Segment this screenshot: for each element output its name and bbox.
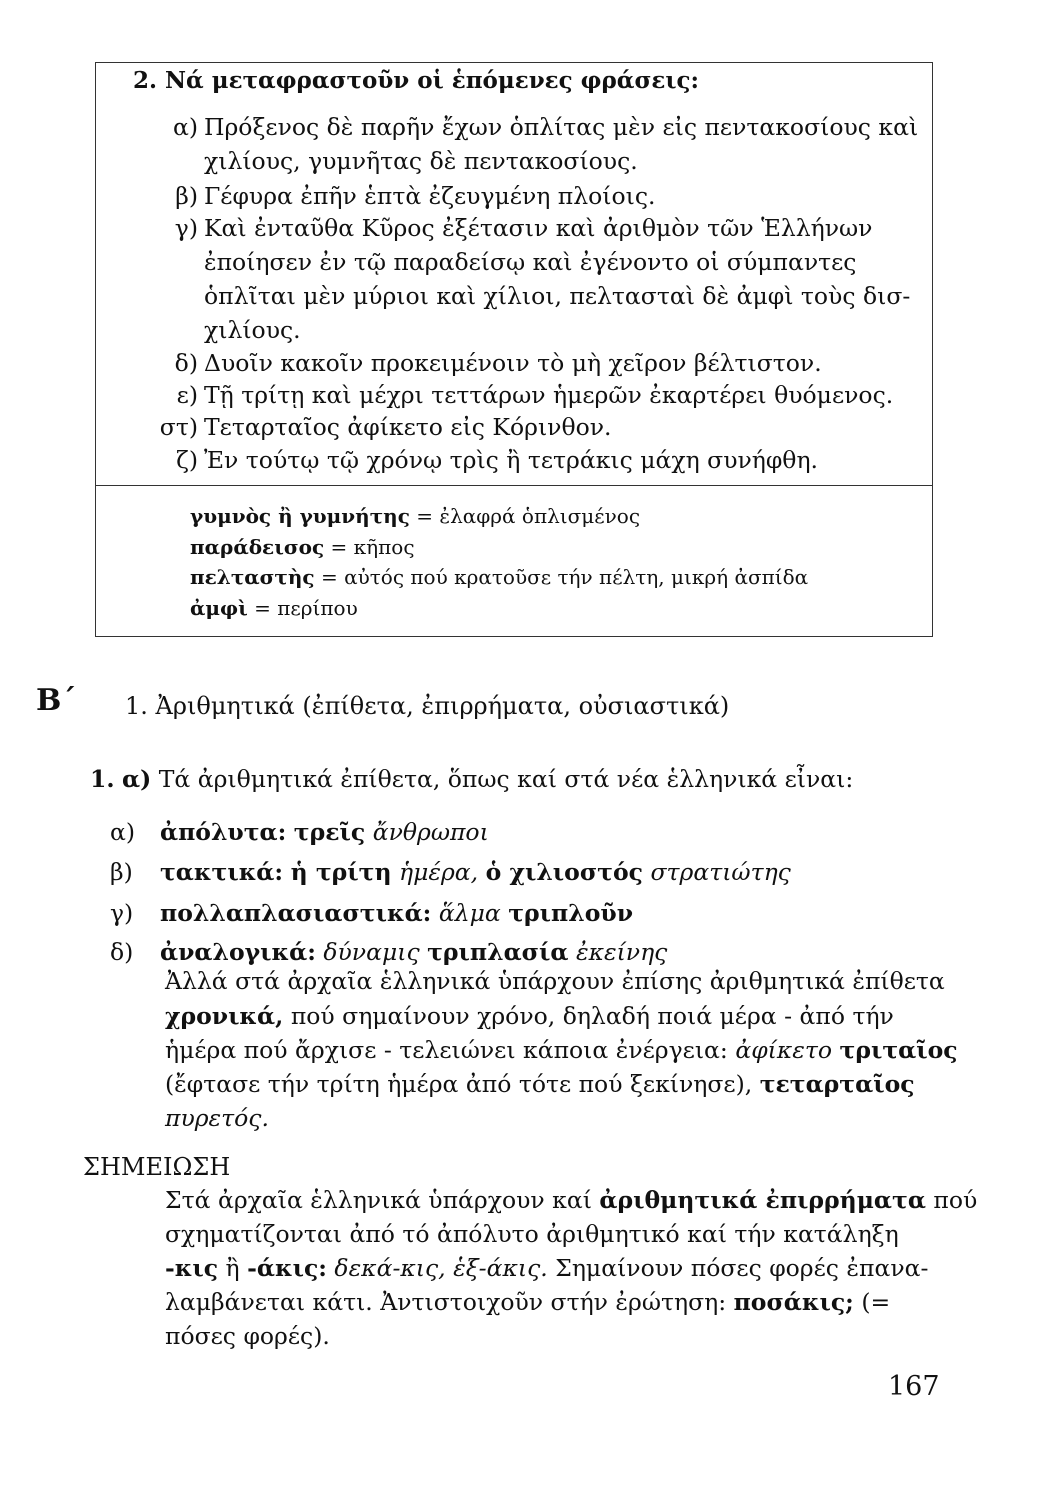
exercise-line-text: χιλίους, γυμνῆτας δὲ πεντακοσίους.	[204, 147, 638, 175]
numeral-example-word: τριπλοῦν	[508, 899, 633, 927]
exercise-line	[146, 381, 893, 409]
note-term: ἀριθμητικά ἐπιρρήματα	[599, 1186, 926, 1214]
note-suffix-1: -κις	[165, 1254, 219, 1282]
numeral-kind-label: α)	[110, 818, 136, 846]
chronika-example-2: τεταρταῖος	[759, 1070, 915, 1098]
exercise-line-text: χιλίους.	[204, 316, 301, 344]
glossary-term: γυμνὸς ἢ γυμνήτης	[190, 504, 410, 528]
glossary-definition: = αὐτός πού κρατοῦσε τήν πέλτη, μικρή ἀσπίδα	[320, 565, 809, 589]
note-line-3-text: Σημαίνουν πόσες φορές ἐπανα-	[555, 1254, 929, 1282]
numeral-kind-name: ἀπόλυτα:	[160, 818, 287, 846]
note-suffix-2: -άκις:	[247, 1254, 327, 1282]
note-line-1	[165, 1186, 977, 1214]
paragraph-number: 1.	[90, 765, 115, 793]
glossary-entry	[190, 596, 358, 620]
numeral-example-word: δύναμις	[323, 938, 420, 966]
note-line-1-text: Στά ἀρχαῖα ἑλληνικά ὑπάρχουν καί	[165, 1186, 592, 1214]
note-examples: δεκά-κις, ἑξ-άκις.	[334, 1254, 548, 1282]
note-line-1-end: πού	[933, 1186, 978, 1214]
chronika-example-verb: ἀφίκετο	[735, 1036, 833, 1064]
numeral-kind	[110, 818, 489, 846]
note-line-4-end: (=	[861, 1288, 891, 1316]
section-heading: 1. Ἀριθμητικά (ἐπίθετα, ἐπιρρήματα, οὐσιαστικά)	[125, 692, 730, 720]
glossary-entry	[190, 535, 415, 559]
exercise-line-text: Δυοῖν κακοῖν προκειμένοιν τὸ μὴ χεῖρον βέλτιστον.	[204, 349, 822, 377]
numeral-example-word: ἡ τρίτη	[290, 858, 392, 886]
exercise-line-text: Γέφυρα ἐπῆν ἑπτὰ ἐζευγμένη πλοίοις.	[204, 182, 656, 210]
exercise-title: 2. Νά μεταφραστοῦν οἱ ἑπόμενες φράσεις:	[133, 67, 700, 94]
glossary-divider	[95, 485, 933, 486]
section-mark: B΄	[36, 683, 77, 718]
exercise-line-label: δ)	[174, 349, 198, 377]
numeral-example-word: ἡμέρα,	[399, 858, 479, 886]
exercise-line	[146, 282, 910, 310]
paragraph-text: Τά ἀριθμητικά ἐπίθετα, ὅπως καί στά νέα ἑλληνικά εἶναι:	[158, 765, 854, 793]
numeral-example-word: τρεῖς	[293, 818, 366, 846]
exercise-line-text: Ἐν τούτῳ τῷ χρόνῳ τρὶς ἢ τετράκις μάχη συνήφθη.	[204, 446, 819, 474]
chronika-line-2-text: πού σημαίνουν χρόνο, δηλαδή ποιά μέρα - ἀπό τήν	[290, 1002, 894, 1030]
numeral-kind	[110, 938, 667, 966]
exercise-line-label: γ)	[174, 214, 198, 242]
exercise-line-text: Πρόξενος δὲ παρῆν ἔχων ὁπλίτας μὲν εἰς πεντακοσίους καὶ	[204, 113, 919, 141]
glossary-definition: = ἐλαφρά ὁπλισμένος	[416, 504, 641, 528]
numeral-kind-name: πολλαπλασιαστικά:	[160, 899, 432, 927]
exercise-line	[146, 349, 822, 377]
exercise-line-label: στ)	[159, 413, 198, 441]
exercise-line-label: β)	[175, 182, 198, 210]
numeral-example-word: ὁ χιλιοστός	[485, 858, 643, 886]
glossary-term: πελταστὴς	[190, 565, 315, 589]
exercise-line-text: Τεταρταῖος ἀφίκετο εἰς Κόρινθον.	[204, 413, 612, 441]
glossary-entry	[190, 565, 808, 589]
numeral-example-word: ἅλμα	[438, 899, 501, 927]
chronika-term: χρονικά,	[165, 1002, 284, 1030]
numeral-kind-name: τακτικά:	[160, 858, 284, 886]
glossary-term: παράδεισος	[190, 535, 325, 559]
note-line-3	[165, 1254, 928, 1282]
exercise-line-text: ἐποίησεν ἐν τῷ παραδείσῳ καὶ ἐγένοντο οἱ σύμπαντες	[204, 248, 857, 276]
paragraph-label: α)	[122, 765, 152, 793]
exercise-line	[146, 182, 656, 210]
note-line-4-text: λαμβάνεται κάτι. Ἀντιστοιχοῦν στήν ἐρώτηση:	[165, 1288, 727, 1316]
numeral-example-word: ἄνθρωποι	[372, 818, 489, 846]
glossary-entry	[190, 504, 640, 528]
exercise-line	[146, 147, 638, 175]
note-or: ἢ	[225, 1254, 240, 1282]
note-line-4	[165, 1288, 890, 1316]
note-question-word: ποσάκις;	[733, 1288, 854, 1316]
glossary-definition: = περίπου	[254, 596, 358, 620]
page-number: 167	[888, 1371, 940, 1402]
chronika-line-4	[165, 1070, 915, 1098]
exercise-line-text: ὁπλῖται μὲν μύριοι καὶ χίλιοι, πελτασταὶ δὲ ἀμφὶ τοὺς δισ-	[204, 282, 911, 310]
numeral-kind	[110, 899, 633, 927]
exercise-line	[146, 316, 301, 344]
chronika-line-4-text: (ἔφτασε τήν τρίτη ἡμέρα ἀπό τότε πού ξεκίνησε),	[165, 1070, 753, 1098]
chronika-line-2	[165, 1002, 894, 1030]
paragraph-1	[90, 765, 853, 793]
numeral-example-word: τριπλασία	[427, 938, 569, 966]
exercise-line-label: ε)	[176, 381, 198, 409]
glossary-definition: = κῆπος	[330, 535, 415, 559]
exercise-line	[146, 113, 918, 141]
exercise-line-text: Καὶ ἐνταῦθα Κῦρος ἐξέτασιν καὶ ἀριθμὸν τῶν Ἑλλήνων	[204, 214, 873, 242]
chronika-line-3-text: ἡμέρα πού ἄρχισε - τελειώνει κάποια ἐνέργεια:	[165, 1036, 728, 1064]
exercise-line	[146, 413, 612, 441]
exercise-line-label: α)	[172, 113, 198, 141]
numeral-kind-name: ἀναλογικά:	[160, 938, 316, 966]
note-line-2: σχηματίζονται ἀπό τό ἀπόλυτο ἀριθμητικό καί τήν κατάληξη	[165, 1220, 899, 1248]
exercise-line	[146, 214, 872, 242]
exercise-line	[146, 446, 818, 474]
numeral-kind-label: δ)	[110, 938, 134, 966]
chronika-example-1: τριταῖος	[839, 1036, 958, 1064]
numeral-kind	[110, 858, 791, 886]
exercise-line-text: Τῇ τρίτῃ καὶ μέχρι τεττάρων ἡμερῶν ἐκαρτέρει θυόμενος.	[204, 381, 894, 409]
chronika-line-1: Ἀλλά στά ἀρχαῖα ἑλληνικά ὑπάρχουν ἐπίσης ἀριθμητικά ἐπίθετα	[165, 967, 945, 995]
note-line-5: πόσες φορές).	[165, 1322, 330, 1350]
numeral-example-word: στρατιώτης	[650, 858, 791, 886]
exercise-line-label: ζ)	[176, 446, 198, 474]
chronika-line-3	[165, 1036, 958, 1064]
numeral-kind-label: β)	[110, 858, 133, 886]
note-title: ΣΗΜΕΙΩΣΗ	[83, 1153, 231, 1181]
chronika-line-5: πυρετός.	[165, 1104, 269, 1132]
numeral-kind-label: γ)	[110, 899, 134, 927]
exercise-line	[146, 248, 856, 276]
numeral-example-word: ἐκείνης	[575, 938, 668, 966]
glossary-term: ἀμφὶ	[190, 596, 248, 620]
